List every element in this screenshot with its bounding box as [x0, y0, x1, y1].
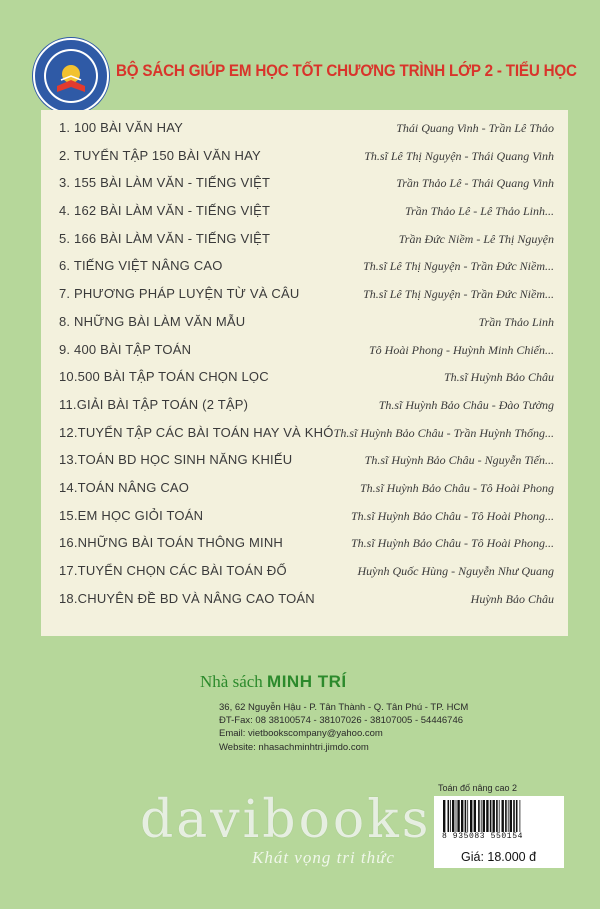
book-title: 6. TIẾNG VIỆT NÂNG CAO: [59, 258, 223, 274]
book-title: 11.GIẢI BÀI TẬP TOÁN (2 TẬP): [59, 396, 249, 412]
list-item: [41, 391, 568, 419]
barcode-bar: [502, 800, 504, 832]
book-author: Th.sĩ Lê Thị Nguyện - Thái Quang Vinh: [364, 148, 554, 163]
barcode-bar: [508, 800, 509, 832]
barcode-bar: [481, 800, 482, 832]
publisher-contact: [219, 701, 468, 754]
book-author: Huỳnh Bảo Châu: [470, 591, 554, 606]
book-name-label: Toán đố nâng cao 2: [438, 783, 518, 793]
list-item: [41, 280, 568, 308]
barcode-bar: [493, 800, 495, 832]
publisher-name: [200, 672, 347, 692]
publisher-website: Website: nhasachminhtri.jimdo.com: [219, 741, 369, 753]
book-title: 14.TOÁN NÂNG CAO: [59, 479, 190, 495]
book-title: 16.NHỮNG BÀI TOÁN THÔNG MINH: [59, 535, 284, 551]
barcode-bar: [486, 800, 488, 832]
list-item: [41, 114, 568, 142]
book-list: [41, 114, 568, 612]
barcode-bar: [510, 800, 512, 832]
barcode-bar: [499, 800, 500, 832]
list-item: [41, 308, 568, 336]
barcode-bar: [478, 800, 480, 832]
book-title: 13.TOÁN BD HỌC SINH NĂNG KHIẾU: [59, 452, 293, 468]
book-title: 15.EM HỌC GIỎI TOÁN: [59, 507, 204, 523]
barcode-bar: [456, 800, 457, 832]
barcode-bar: [496, 800, 498, 832]
barcode: [434, 796, 564, 846]
book-author: Tô Hoài Phong - Huỳnh Minh Chiến...: [369, 342, 554, 357]
list-item: [41, 529, 568, 557]
barcode-bar: [520, 800, 521, 832]
list-item: [41, 446, 568, 474]
barcode-number: 8 935083 550154: [442, 832, 524, 841]
barcode-bar: [452, 800, 454, 832]
barcode-bar: [490, 800, 492, 832]
list-item: [41, 363, 568, 391]
book-author: Th.sĩ Huỳnh Bảo Châu - Trần Huỳnh Thống...: [333, 425, 554, 440]
list-item: [41, 197, 568, 225]
book-author: Trần Đức Niềm - Lê Thị Nguyện: [398, 231, 554, 246]
list-item: [41, 225, 568, 253]
book-title: 10.500 BÀI TẬP TOÁN CHỌN LỌC: [59, 369, 269, 385]
price-box: [434, 846, 564, 868]
publisher-name-prefix: Nhà sách: [200, 672, 263, 691]
book-author: Th.sĩ Huỳnh Bảo Châu: [443, 370, 554, 385]
barcode-bar: [457, 800, 459, 832]
barcode-bars: [442, 800, 556, 832]
barcode-bar: [516, 800, 518, 832]
book-author: Th.sĩ Lê Thị Nguyện - Trần Đức Niềm...: [363, 259, 554, 274]
book-title: 8. NHỮNG BÀI LÀM VĂN MẪU: [59, 313, 246, 329]
price: Giá: 18.000 đ: [461, 850, 537, 864]
book-author: Huỳnh Quốc Hùng - Nguyễn Như Quang: [357, 564, 554, 578]
publisher-email: Email: vietbookscompany@yahoo.com: [219, 728, 383, 740]
barcode-bar: [505, 800, 507, 832]
book-author: Trần Thảo Lê - Thái Quang Vinh: [396, 176, 554, 191]
book-title: 5. 166 BÀI LÀM VĂN - TIẾNG VIỆT: [59, 230, 271, 246]
book-title: 12.TUYỂN TẬP CÁC BÀI TOÁN HAY VÀ KHÓ: [59, 424, 334, 440]
list-item: [41, 336, 568, 364]
list-item: [41, 474, 568, 502]
publisher-logo: [33, 38, 109, 114]
book-author: Th.sĩ Huỳnh Bảo Châu - Nguyễn Tiến...: [364, 453, 554, 468]
barcode-bar: [448, 800, 450, 832]
book-title: 1. 100 BÀI VĂN HAY: [59, 120, 184, 135]
list-item: [41, 585, 568, 613]
publisher-address: 36, 62 Nguyễn Hậu - P. Tân Thành - Q. Tân Phú - TP. HCM: [219, 702, 469, 713]
list-item: [41, 502, 568, 530]
book-title: 7. PHƯƠNG PHÁP LUYỆN TỪ VÀ CÂU: [59, 286, 300, 302]
list-item: [41, 252, 568, 280]
series-title: BỘ SÁCH GIÚP EM HỌC TỐT CHƯƠNG TRÌNH LỚP 2 - TIỂU HỌC: [116, 62, 577, 80]
barcode-bar: [465, 800, 467, 832]
barcode-bar: [450, 800, 451, 832]
publisher-phone: ĐT-Fax: 08 38100574 - 38107026 - 38107005 - 54446746: [219, 715, 464, 727]
book-title: 9. 400 BÀI TẬP TOÁN: [59, 341, 192, 357]
barcode-bar: [470, 800, 472, 832]
publisher-brand: MINH TRÍ: [267, 672, 347, 691]
book-author: Th.sĩ Huỳnh Bảo Châu - Tô Hoài Phong...: [350, 508, 554, 523]
barcode-bar: [513, 800, 515, 832]
barcode-bar: [483, 800, 485, 832]
list-item: [41, 419, 568, 447]
list-item: [41, 142, 568, 170]
watermark-slogan: Khát vọng tri thức: [252, 848, 395, 867]
book-author: Th.sĩ Huỳnh Bảo Châu - Tô Hoài Phong...: [350, 536, 554, 551]
barcode-bar: [443, 800, 445, 832]
publisher-logo-emblem: [35, 40, 107, 112]
book-author: Thái Quang Vinh - Trần Lê Thảo: [396, 121, 554, 135]
book-author: Trần Thảo Linh: [478, 314, 554, 329]
list-item: [41, 169, 568, 197]
book-author: Th.sĩ Lê Thị Nguyện - Trần Đức Niềm...: [363, 287, 554, 302]
book-title: 17.TUYỂN CHỌN CÁC BÀI TOÁN ĐỐ: [59, 563, 287, 578]
barcode-bar: [461, 800, 463, 832]
book-title: 3. 155 BÀI LÀM VĂN - TIẾNG VIỆT: [59, 175, 271, 191]
book-author: Trần Thảo Lê - Lê Thảo Linh...: [404, 204, 554, 219]
book-title: 2. TUYỂN TẬP 150 BÀI VĂN HAY: [59, 147, 261, 163]
book-title: 4. 162 BÀI LÀM VĂN - TIẾNG VIỆT: [59, 203, 271, 219]
watermark-brand: davibooks: [140, 790, 432, 850]
book-author: Th.sĩ Huỳnh Bảo Châu - Đào Tường: [378, 397, 554, 412]
barcode-bar: [467, 800, 468, 832]
barcode-bar: [474, 800, 476, 832]
list-item: [41, 557, 568, 585]
book-title: 18.CHUYÊN ĐỀ BD VÀ NÂNG CAO TOÁN: [59, 590, 315, 606]
book-list-panel: [41, 110, 568, 636]
book-author: Th.sĩ Huỳnh Bảo Châu - Tô Hoài Phong: [359, 480, 554, 495]
